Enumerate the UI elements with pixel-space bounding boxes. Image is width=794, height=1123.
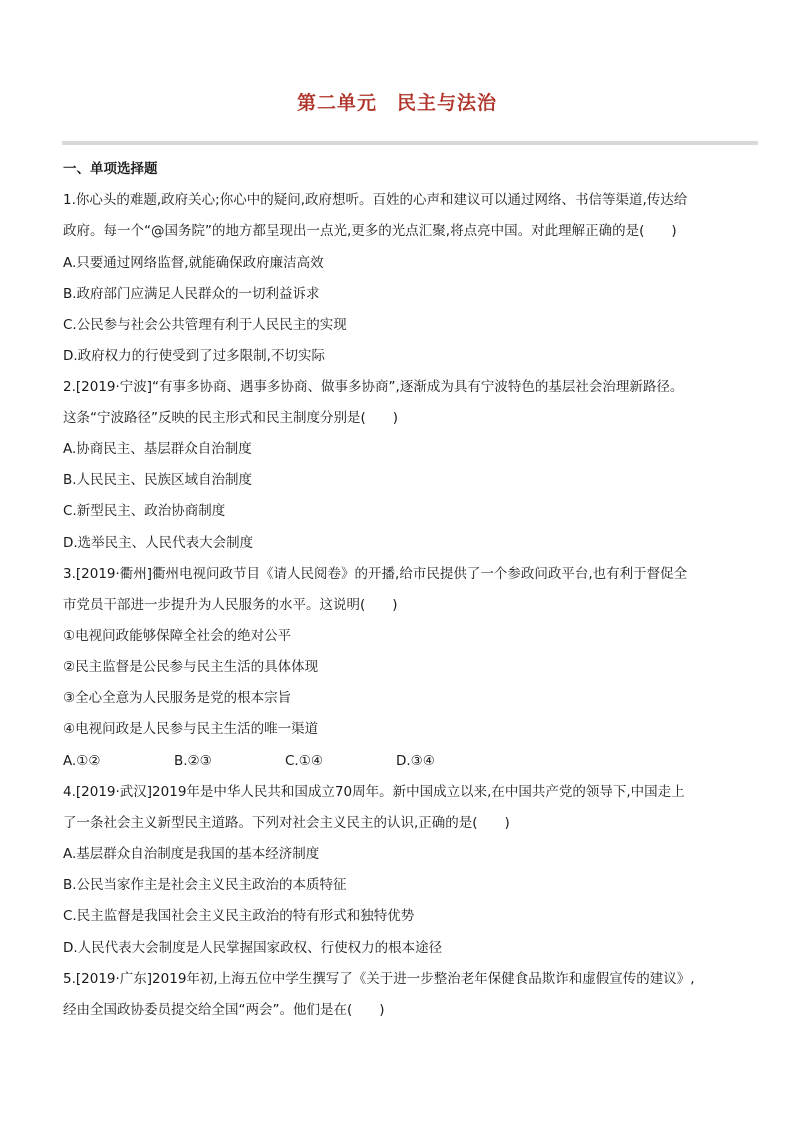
q3-choice-d: D.③④ bbox=[396, 753, 435, 769]
q3-stem-line1: 3.[2019·衢州]衢州电视问政节目《请人民阅卷》的开播,给市民提供了一个参政问政平台,也有利于督促全 bbox=[63, 566, 688, 582]
q4-option-d: D.人民代表大会制度是人民掌握国家政权、行使权力的根本途径 bbox=[63, 940, 443, 956]
q3-statement-2: ②民主监督是公民参与民主生活的具体体现 bbox=[63, 659, 319, 675]
q2-stem-line1: 2.[2019·宁波]“有事多协商、遇事多协商、做事多协商”,逐渐成为具有宁波特色的基层社会治理新路径。 bbox=[63, 379, 684, 395]
q3-statement-1: ①电视问政能够保障全社会的绝对公平 bbox=[63, 628, 292, 644]
q2-option-c: C.新型民主、政治协商制度 bbox=[63, 503, 226, 519]
q1-stem-line2: 政府。每一个“@国务院”的地方都呈现出一点光,更多的光点汇聚,将点亮中国。对此理解正确的是( ) bbox=[63, 223, 677, 239]
section-heading: 一、单项选择题 bbox=[63, 161, 158, 177]
q1-option-a: A.只要通过网络监督,就能确保政府廉洁高效 bbox=[63, 255, 324, 271]
q1-option-d: D.政府权力的行使受到了过多限制,不切实际 bbox=[63, 348, 325, 364]
q1-option-b: B.政府部门应满足人民群众的一切利益诉求 bbox=[63, 286, 320, 302]
q4-option-b: B.公民当家作主是社会主义民主政治的本质特征 bbox=[63, 877, 347, 893]
q3-choice-a: A.①② bbox=[63, 753, 101, 769]
q5-stem-line1: 5.[2019·广东]2019年初,上海五位中学生撰写了《关于进一步整治老年保健食品欺诈和虚假宣传的建议》, bbox=[63, 971, 695, 987]
page-title: 第二单元 民主与法治 bbox=[296, 92, 497, 114]
q5-stem-line2: 经由全国政协委员提交给全国“两会”。他们是在( ) bbox=[63, 1002, 385, 1018]
q1-stem-line1: 1.你心头的难题,政府关心;你心中的疑问,政府想听。百姓的心声和建议可以通过网络、书信等渠道,传达给 bbox=[63, 192, 688, 208]
q3-choices bbox=[63, 752, 507, 770]
q2-stem-line2: 这条“宁波路径”反映的民主形式和民主制度分别是( ) bbox=[63, 410, 399, 426]
q2-option-d: D.选举民主、人民代表大会制度 bbox=[63, 535, 254, 551]
title-divider bbox=[62, 141, 758, 145]
q3-statement-3: ③全心全意为人民服务是党的根本宗旨 bbox=[63, 690, 292, 706]
q3-statement-4: ④电视问政是人民参与民主生活的唯一渠道 bbox=[63, 721, 319, 737]
q1-option-c: C.公民参与社会公共管理有利于人民民主的实现 bbox=[63, 317, 347, 333]
q4-stem-line2: 了一条社会主义新型民主道路。下列对社会主义民主的认识,正确的是( ) bbox=[63, 815, 510, 831]
q2-option-a: A.协商民主、基层群众自治制度 bbox=[63, 441, 252, 457]
q4-stem-line1: 4.[2019·武汉]2019年是中华人民共和国成立70周年。新中国成立以来,在中国共产党的领导下,中国走上 bbox=[63, 784, 685, 800]
q3-choice-b: B.②③ bbox=[174, 753, 212, 769]
q4-option-c: C.民主监督是我国社会主义民主政治的特有形式和独特优势 bbox=[63, 908, 415, 924]
q2-option-b: B.人民民主、民族区域自治制度 bbox=[63, 472, 253, 488]
q4-option-a: A.基层群众自治制度是我国的基本经济制度 bbox=[63, 846, 320, 862]
q3-stem-line2: 市党员干部进一步提升为人民服务的水平。这说明( ) bbox=[63, 597, 398, 613]
q3-choice-c: C.①④ bbox=[285, 753, 323, 769]
